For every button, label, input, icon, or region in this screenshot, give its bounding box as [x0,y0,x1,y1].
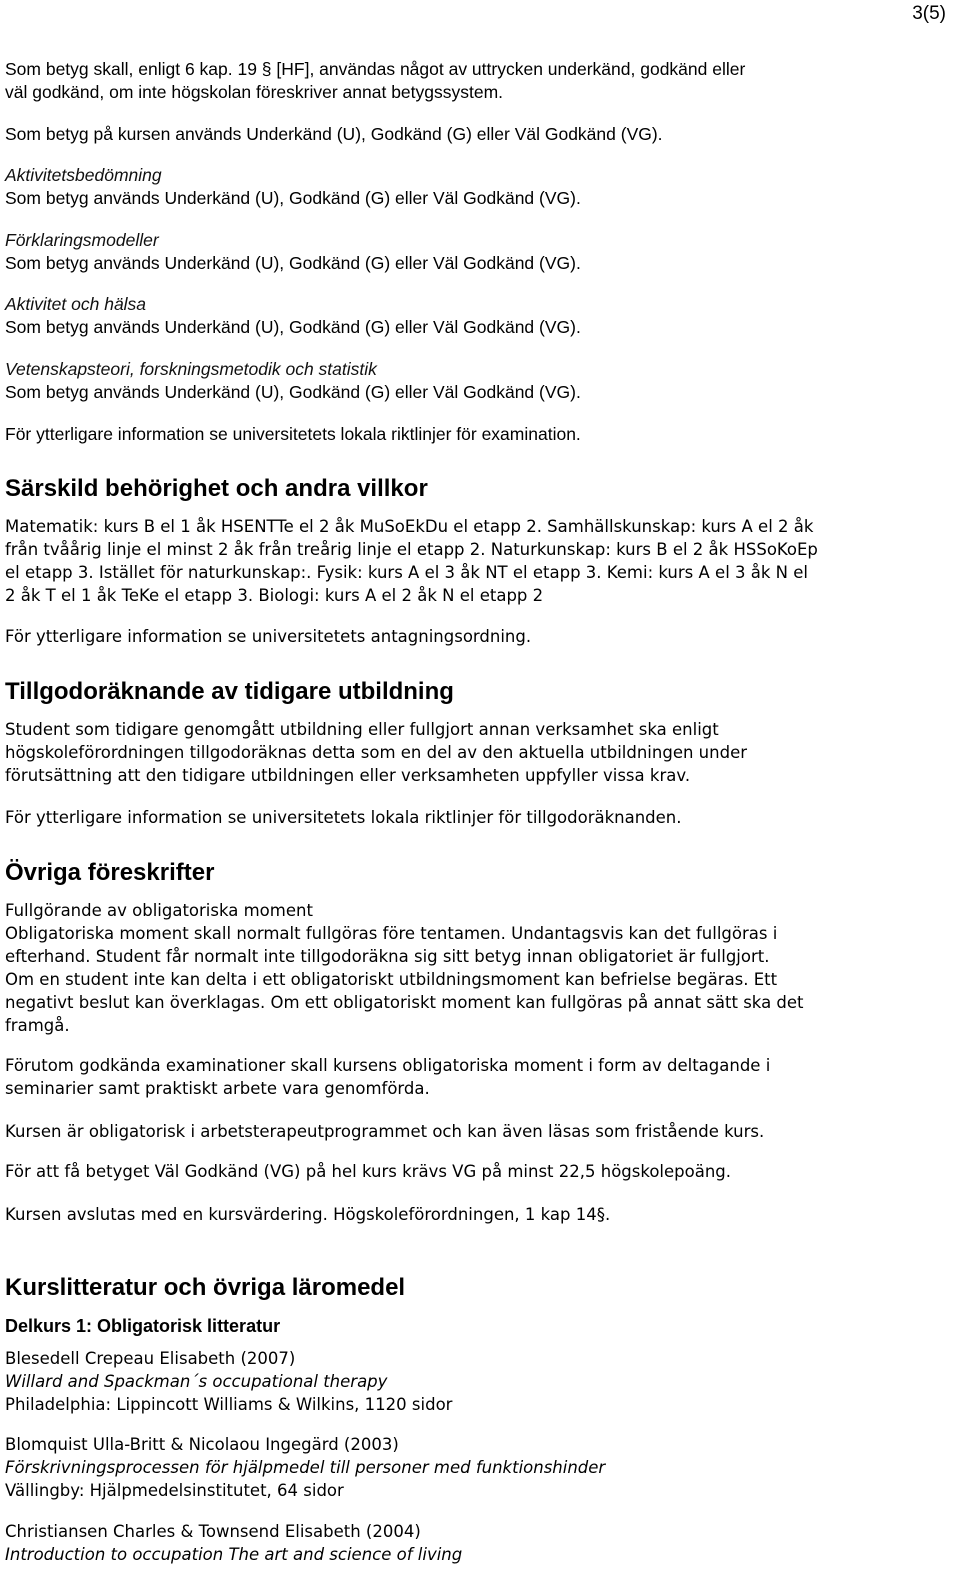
eligibility-line: Matematik: kurs B el 1 åk HSENTTe el 2 åk MuSoEkDu el etapp 2. Samhällskunskap: kurs A el 2 åk [5,517,814,536]
book-publisher: Vällingby: Hjälpmedelsinstitutet, 64 sidor [5,1481,344,1500]
grade-item [5,164,955,210]
grade-item-text: Som betyg används Underkänd (U), Godkänd (G) eller Väl Godkänd (VG). [5,382,581,402]
eligibility-line: 2 åk T el 1 åk TeKe el etapp 3. Biologi: kurs A el 2 åk N el etapp 2 [5,586,544,605]
eligibility-line: el etapp 3. Istället för naturkunskap:. Fysik: kurs A el 3 åk NT el etapp 3. Kemi: kurs A el 3 åk N el [5,563,809,582]
other-rules-line: efterhand. Student får normalt inte tillgodoräkna sig sitt betyg innan obligatoriet är fullgjort. [5,947,770,966]
grading-intro-line: Som betyg skall, enligt 6 kap. 19 § [HF], användas något av uttrycken underkänd, godkänd eller [5,59,746,79]
other-rules-para: För att få betyget Väl Godkänd (VG) på hel kurs krävs VG på minst 22,5 högskolepoäng. [5,1162,732,1181]
other-rules-para [5,1054,955,1100]
other-rules-para: Kursen avslutas med en kursvärdering. Högskoleförordningen, 1 kap 14§. [5,1205,611,1224]
book-title: Förskrivningsprocessen för hjälpmedel till personer med funktionshinder [5,1458,606,1477]
other-rules-para [5,899,955,1037]
other-rules-line: Obligatoriska moment skall normalt fullgöras före tentamen. Undantagsvis kan det fullgöras i [5,924,778,943]
credit-transfer-info: För ytterligare information se universitetets lokala riktlinjer för tillgodoräknanden. [5,808,682,827]
book-author: Blomquist Ulla-Britt & Nicolaou Ingegärd (2003) [5,1435,399,1454]
credit-transfer-line: Student som tidigare genomgått utbildning eller fullgjort annan verksamhet ska enligt [5,720,719,739]
section-heading-credit-transfer: Tillgodoräknande av tidigare utbildning [5,678,454,705]
grade-item [5,358,955,404]
course-grades: Som betyg på kursen används Underkänd (U), Godkänd (G) eller Väl Godkänd (VG). [5,124,663,144]
literature-entry [5,1347,955,1416]
section-heading-other-rules: Övriga föreskrifter [5,859,215,886]
section-heading-literature: Kurslitteratur och övriga läromedel [5,1274,406,1301]
literature-entry [5,1433,955,1502]
book-title: Willard and Spackman´s occupational therapy [5,1372,388,1391]
eligibility-info: För ytterligare information se universitetets antagningsordning. [5,627,532,646]
grade-item-label: Aktivitet och hälsa [5,294,147,314]
literature-subheading: Delkurs 1: Obligatorisk litteratur [5,1316,281,1336]
book-title: Introduction to occupation The art and science of living [5,1545,463,1564]
other-rules-line: framgå. [5,1016,70,1035]
credit-transfer-line: förutsättning att den tidigare utbildningen eller verksamheten uppfyller vissa krav. [5,766,691,785]
eligibility-line: från tvåårig linje el minst 2 åk från treårig linje el etapp 2. Naturkunskap: kurs B el 2 åk HSSoKoEp [5,540,818,559]
other-rules-line: seminarier samt praktiskt arbete vara genomförda. [5,1079,430,1098]
credit-transfer-text [5,718,955,787]
other-rules-line: Förutom godkända examinationer skall kursens obligatoriska moment i form av deltagande i [5,1056,771,1075]
section-heading-eligibility: Särskild behörighet och andra villkor [5,475,428,502]
book-author: Blesedell Crepeau Elisabeth (2007) [5,1349,296,1368]
grade-item-label: Vetenskapsteori, forskningsmetodik och statistik [5,359,377,379]
other-rules-line: Fullgörande av obligatoriska moment [5,901,313,920]
grading-intro [5,58,955,104]
page-number: 3(5) [912,3,946,24]
other-rules-para: Kursen är obligatorisk i arbetsterapeutprogrammet och kan även läsas som fristående kurs. [5,1122,765,1141]
grade-item [5,229,955,275]
eligibility-text [5,515,955,607]
grade-item-text: Som betyg används Underkänd (U), Godkänd (G) eller Väl Godkänd (VG). [5,253,581,273]
exam-info: För ytterligare information se universitetets lokala riktlinjer för examination. [5,424,581,444]
literature-entry [5,1520,955,1566]
credit-transfer-line: högskoleförordningen tillgodoräknas detta som en del av den aktuella utbildningen under [5,743,748,762]
grade-item-text: Som betyg används Underkänd (U), Godkänd (G) eller Väl Godkänd (VG). [5,317,581,337]
grade-item-text: Som betyg används Underkänd (U), Godkänd (G) eller Väl Godkänd (VG). [5,188,581,208]
book-publisher: Philadelphia: Lippincott Williams & Wilkins, 1120 sidor [5,1395,453,1414]
other-rules-line: Om en student inte kan delta i ett obligatoriskt utbildningsmoment kan befrielse begäras. Ett [5,970,778,989]
book-author: Christiansen Charles & Townsend Elisabeth (2004) [5,1522,421,1541]
grade-item [5,293,955,339]
other-rules-line: negativt beslut kan överklagas. Om ett obligatoriskt moment kan fullgöras på annat sätt ska det [5,993,804,1012]
grade-item-label: Förklaringsmodeller [5,230,159,250]
grading-intro-line: väl godkänd, om inte högskolan föreskriver annat betygssystem. [5,82,504,102]
grade-item-label: Aktivitetsbedömning [5,165,162,185]
